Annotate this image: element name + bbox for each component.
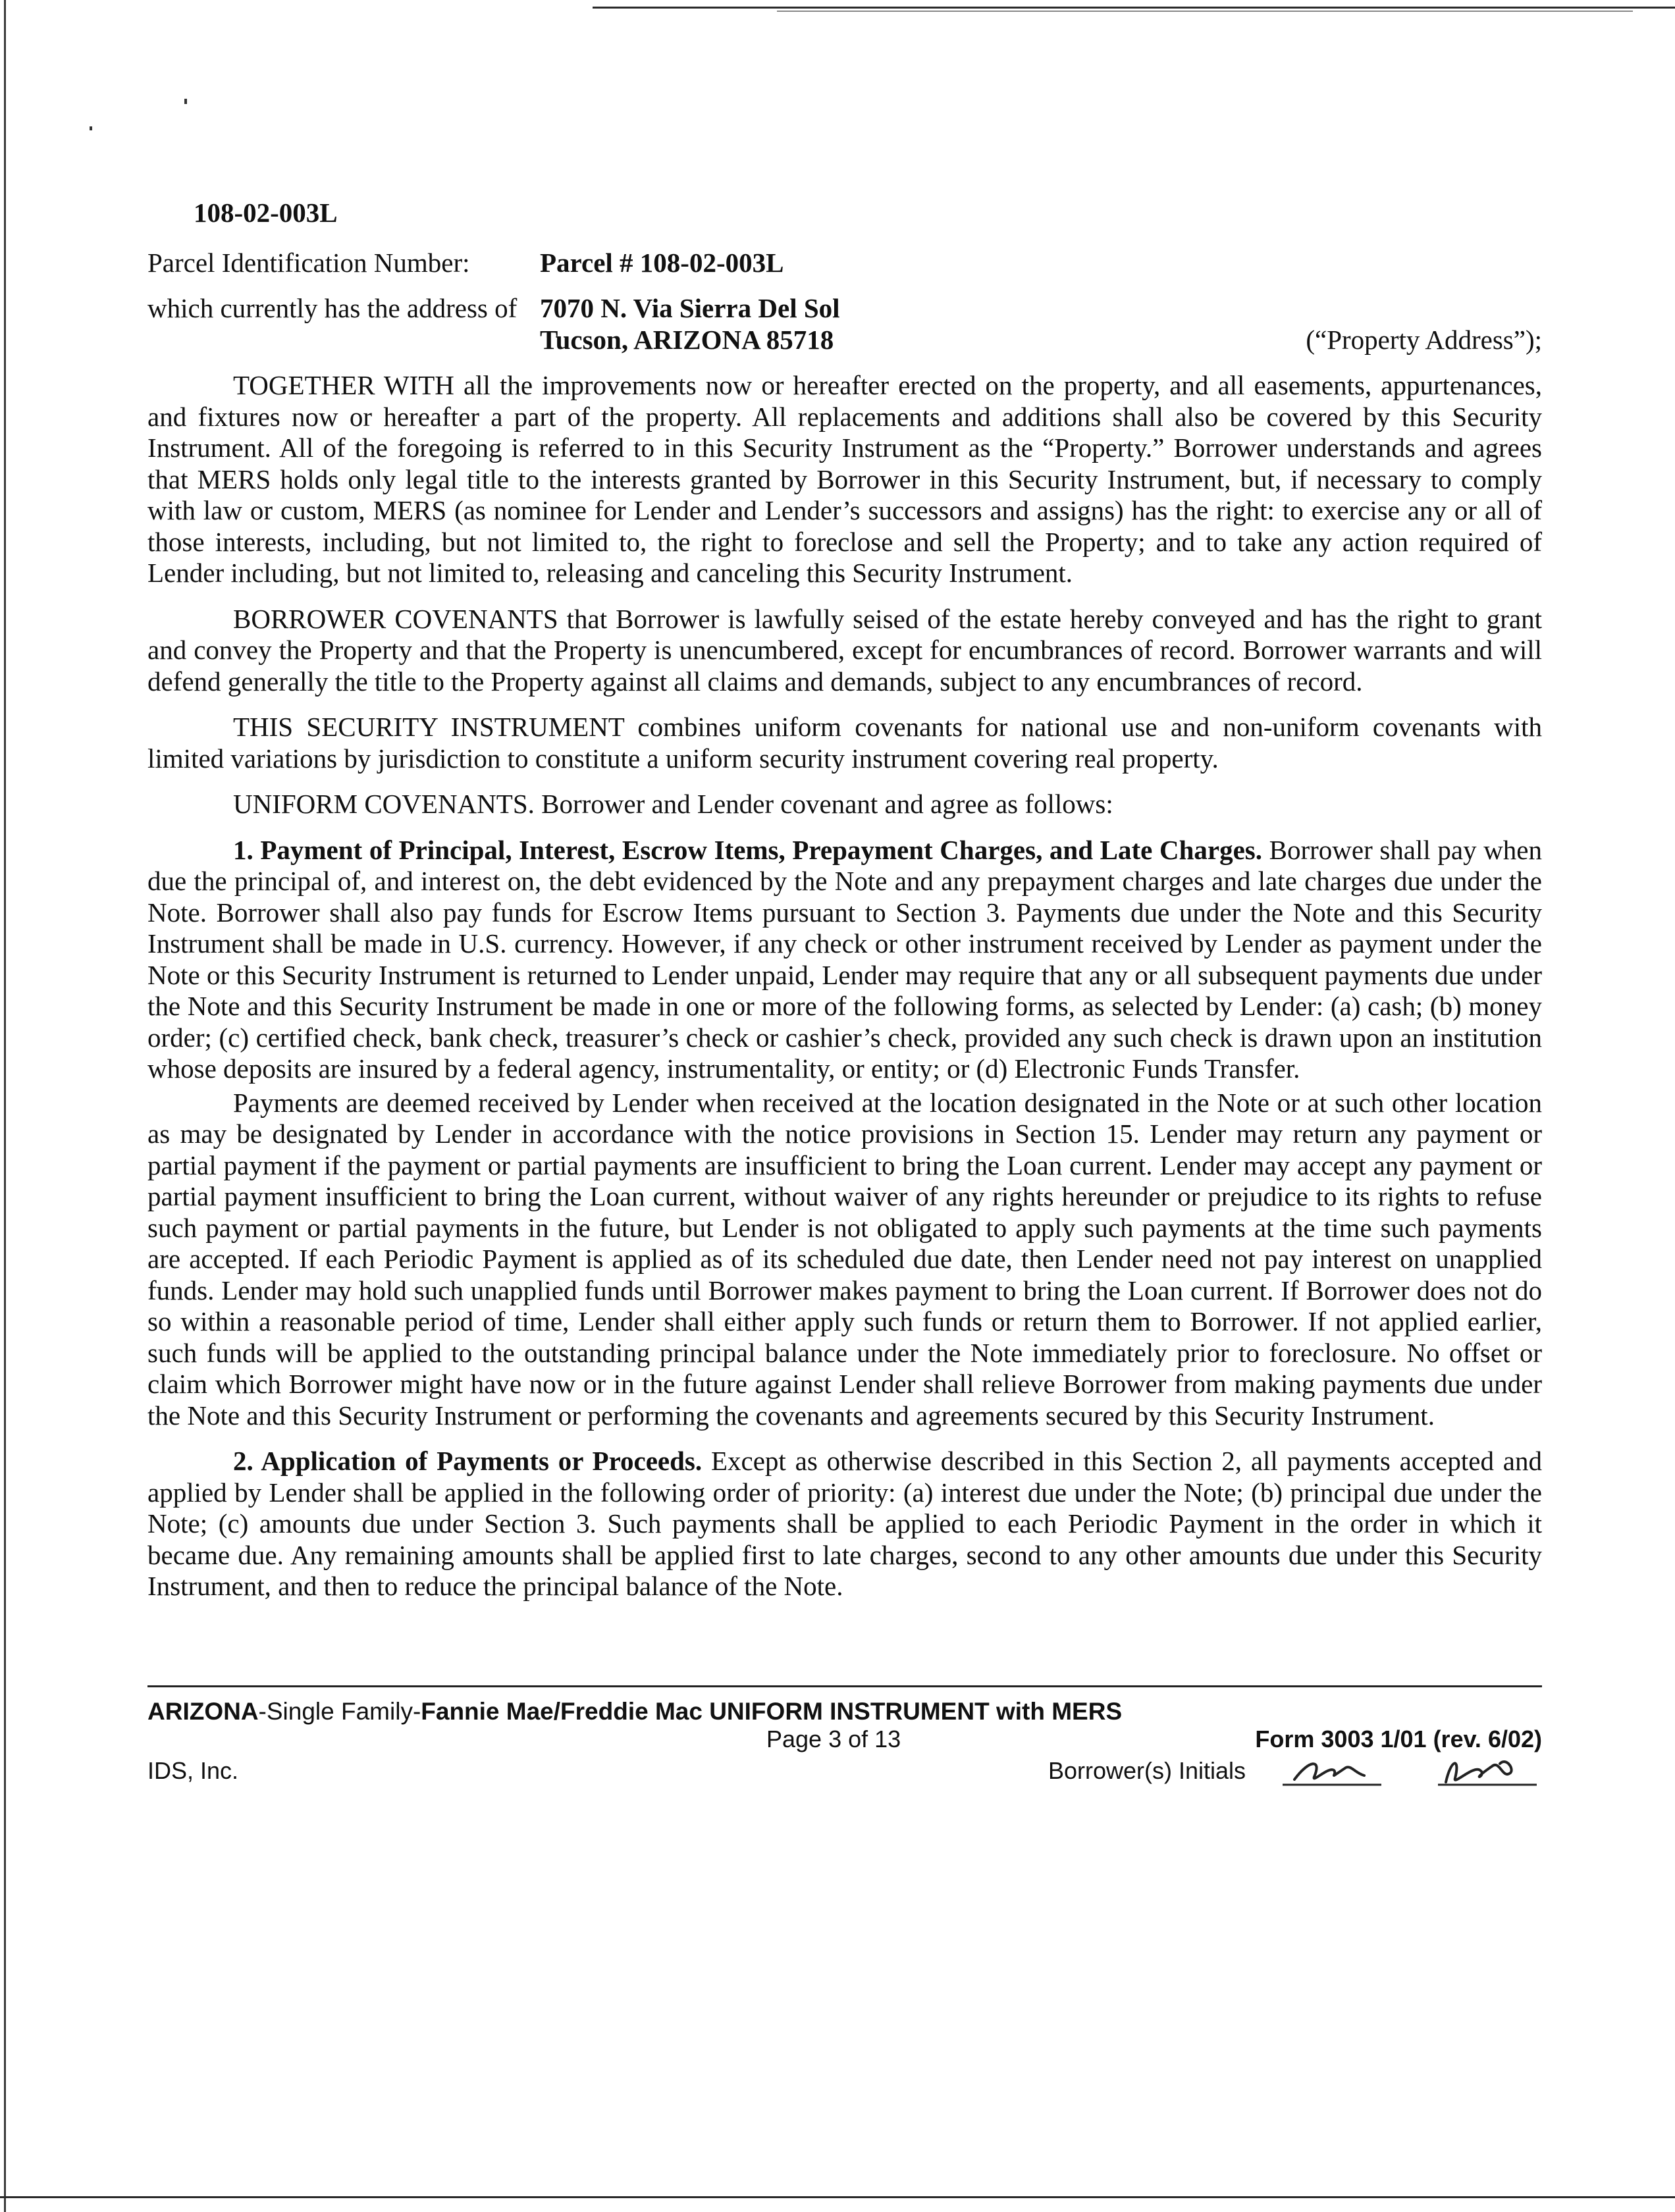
footer-page-row <box>147 1725 1542 1753</box>
initials-label: Borrower(s) Initials <box>1048 1757 1246 1784</box>
address-row <box>147 293 1542 325</box>
section-2-heading: 2. Application of Payments or Proceeds. <box>233 1446 703 1476</box>
security-instrument-paragraph: THIS SECURITY INSTRUMENT combines uniform covenants for national use and non-uniform covenants with limited variations by jurisdiction to constitute a uniform security instrument covering real property. <box>147 712 1542 774</box>
uniform-covenants-intro: UNIFORM COVENANTS. Borrower and Lender covenant and agree as follows: <box>233 789 1113 819</box>
scan-edge-top <box>593 7 1675 9</box>
vendor-name: IDS, Inc. <box>147 1757 239 1784</box>
borrower-initials-signature <box>1283 1753 1537 1790</box>
section-1-heading: 1. Payment of Principal, Interest, Escrow Items, Prepayment Charges, and Late Charges. <box>233 834 1262 865</box>
footer-state: ARIZONA <box>147 1698 259 1725</box>
page-number: Page 3 of 13 <box>766 1725 901 1752</box>
page-footer <box>147 1685 1542 1785</box>
section-1-payments-paragraph: Payments are deemed received by Lender when received at the location designated in the Note or at such other location as may be designated by Lender in accordance with the notice provisions in Section 15. Lender may return any payment or partial payment if the payment or partial payments are insufficient to bring the Loan current. Lender may accept any payment or partial payment insufficient to bring the Loan current, without waiver of any rights hereunder or prejudice to its rights to refuse such payment or partial payments in the future, but Lender is not obligated to apply such payments at the time such payments are accepted. If each Periodic Payment is applied as of its scheduled due date, then Lender need not pay interest on unapplied funds. Lender may hold such unapplied funds until Borrower makes payment to bring the Loan current. If Borrower does not do so within a reasonable period of time, Lender shall either apply such funds or return them to Borrower. If not applied earlier, such funds will be applied to the outstanding principal balance under the Note immediately prior to foreclosure. No offset or claim which Borrower might have now or in the future against Lender shall relieve Borrower from making payments due under the Note and this Security Instrument or performing the covenants and agreements secured by this Security Instrument. <box>147 1087 1542 1431</box>
scan-speck <box>90 126 92 130</box>
footer-family: -Single Family- <box>258 1698 421 1725</box>
address-line-1: 7070 N. Via Sierra Del Sol <box>540 293 840 323</box>
address-line-2: Tucson, ARIZONA 85718 <box>540 324 834 355</box>
footer-title <box>147 1698 1542 1725</box>
footer-instrument: Fannie Mae/Freddie Mac UNIFORM INSTRUMENT with MERS <box>421 1698 1123 1725</box>
address-label: which currently has the address of <box>147 293 518 323</box>
parcel-row <box>147 248 1542 279</box>
together-with-paragraph: TOGETHER WITH all the improvements now or hereafter erected on the property, and all easements, appurtenances, and fixtures now or hereafter a part of the property. All replacements and additions shall also be covered by this Security Instrument. All of the foregoing is referred to in this Security Instrument as the “Property.” Borrower understands and agrees that MERS holds only legal title to the interests granted by Borrower in this Security Instrument, but, if necessary to comply with law or custom, MERS (as nominee for Lender and Lender’s successors and assigns) has the right: to exercise any or all of those interests, including, but not limited to, the right to foreclose and sell the Property; and to take any action required of Lender including, but not limited to, releasing and canceling this Security Instrument. <box>147 370 1542 588</box>
borrower-covenants-paragraph: BORROWER COVENANTS that Borrower is lawfully seised of the estate hereby conveyed and has the right to grant and convey the Property and that the Property is unencumbered, except for encumbrances of record. Borrower warrants and will defend generally the title to the Property against all claims and demands, subject to any encumbrances of record. <box>147 603 1542 697</box>
scan-speck <box>184 99 187 104</box>
scan-edge-top-secondary <box>777 11 1633 12</box>
parcel-code-heading: 108-02-003L <box>194 198 338 228</box>
property-address-tag: (“Property Address”); <box>1306 324 1542 355</box>
section-1-text: Borrower shall pay when due the principal of, and interest on, the debt evidenced by the Note and any prepayment charges and late charges due under the Note. Borrower shall also pay funds for Escrow Items pursuant to Section 3. Payments due under the Note and this Security Instrument shall be made in U.S. currency. However, if any check or other instrument received by Lender as payment under the Note or this Security Instrument is returned to Lender unpaid, Lender may require that any or all subsequent payments due under the Note and this Security Instrument be made in one or more of the following forms, as selected by Lender: (a) cash; (b) money order; (c) certified check, bank check, treasurer’s check or cashier’s check, provided any such check is drawn upon an institution whose deposits are insured by a federal agency, instrumentality, or entity; or (d) Electronic Funds Transfer. <box>147 834 1543 1084</box>
section-2-paragraph <box>147 1446 1542 1602</box>
document-page <box>147 198 1542 1602</box>
form-number: Form 3003 1/01 (rev. 6/02) <box>1255 1725 1542 1752</box>
address-row-2 <box>147 325 1542 356</box>
scan-edge-left <box>4 0 6 2212</box>
scan-edge-bottom <box>0 2196 1675 2198</box>
section-2-text: Except as otherwise described in this Section 2, all payments accepted and applied by Lender shall be applied in the following order of priority: (a) interest due under the Note; (b) principal due under the Note; (c) amounts due under Section 3. Such payments shall be applied to each Periodic Payment in the order in which it became due. Any remaining amounts shall be applied first to late charges, second to any other amounts due under this Security Instrument, and then to reduce the principal balance of the Note. <box>147 1446 1542 1601</box>
section-1-paragraph <box>147 835 1542 1085</box>
parcel-label: Parcel Identification Number: <box>147 247 470 278</box>
footer-initials-row <box>147 1753 1542 1785</box>
parcel-value: Parcel # 108-02-003L <box>540 247 784 278</box>
